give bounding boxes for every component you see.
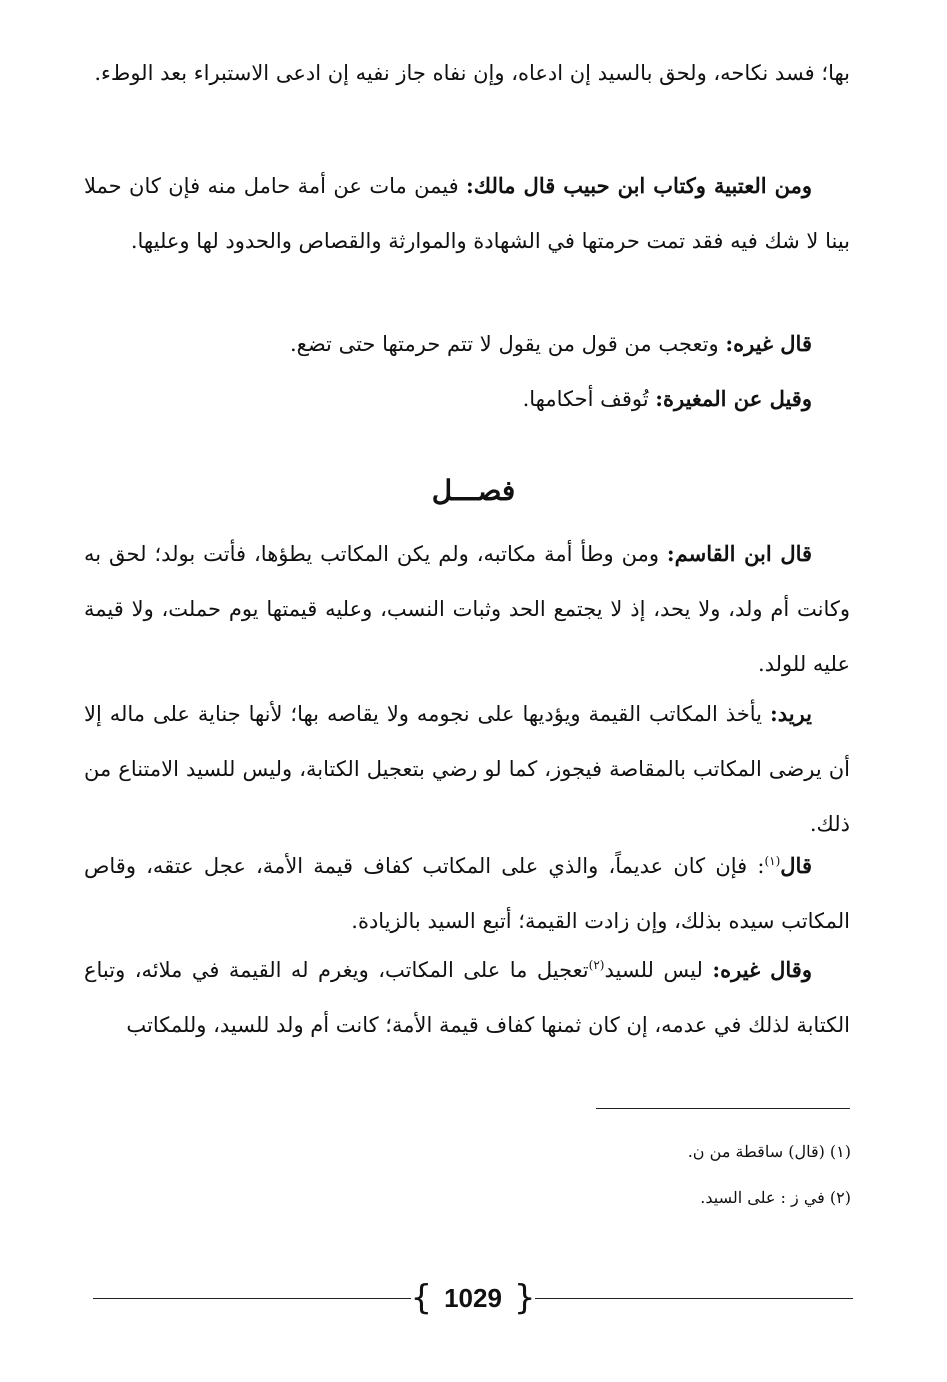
section-paragraph-2-text: يأخذ المكاتب القيمة ويؤديها على نجومه ولا يقاصه بها؛ لأنها جناية على ماله إلا أن يرضى المكاتب بالمقاصة فيجوز، كما لو رضي بتعجيل الكتابة، وليس للسيد الامتناع من ذلك. [84,702,850,836]
paragraph-4-text: تُوقف أحكامها. [522,387,656,411]
section-paragraph-1-lead: قال ابن القاسم: [666,541,813,566]
footer-rule-right [535,1298,853,1299]
paragraph-1-text: بها؛ فسد نكاحه، ولحق بالسيد إن ادعاه، وإن نفاه جاز نفيه إن ادعى الاستبراء بعد الوطء. [94,61,850,85]
paragraph-1 [84,46,850,101]
paragraph-2 [84,158,850,269]
page-number: 1029 [444,1282,502,1313]
right-brace: } [513,1278,536,1318]
paragraph-4 [84,371,850,427]
paragraph-2-lead: ومن العتبية وكتاب ابن حبيب قال مالك: [466,173,812,198]
section-heading [0,474,947,507]
footer-rule-left [93,1298,411,1299]
footnote-ref-2: (٢) [588,958,605,972]
paragraph-3 [84,316,850,372]
section-title: فصـــل [431,474,516,507]
footnote-2: (٢) في ز : على السيد. [700,1188,851,1207]
section-paragraph-4-text: ليس للسيد [604,958,713,982]
section-paragraph-3-lead: قال [780,853,812,878]
section-paragraph-2-lead: يريد: [769,701,812,726]
footnote-separator [596,1108,850,1109]
section-paragraph-4-lead: وقال غيره: [712,957,812,982]
section-paragraph-3-text: : فإن كان عديماً، والذي على المكاتب كفاف قيمة الأمة، عجل عتقه، وقاص المكاتب سيده بذلك، وإن زادت القيمة؛ أتبع السيد بالزيادة. [84,854,850,933]
paragraph-4-lead: وقيل عن المغيرة: [655,386,812,411]
paragraph-2-text: فيمن مات عن أمة حامل منه فإن كان حملا بينا لا شك فيه فقد تمت حرمتها في الشهادة والموارثة والقصاص والحدود لها وعليها. [84,174,850,253]
footnote-1: (١) (قال) ساقطة من ن. [687,1142,851,1161]
page-number-box [409,1278,537,1318]
section-paragraph-3 [84,838,850,949]
section-paragraph-4 [84,942,850,1053]
paragraph-3-text: وتعجب من قول من يقول لا تتم حرمتها حتى تضع. [289,332,726,356]
section-paragraph-1 [84,526,850,692]
paragraph-3-lead: قال غيره: [725,331,812,356]
section-paragraph-2 [84,686,850,852]
left-brace: { [410,1278,433,1318]
footnote-ref-1: (١) [764,854,781,868]
section-paragraph-1-text: ومن وطأ أمة مكاتبه، ولم يكن المكاتب يطؤها، فأتت بولد؛ لحق به وكانت أم ولد، ولا يحد، إذ لا يجتمع الحد وثبات النسب، وعليه قيمتها يوم حملت، ولا قيمة عليه للولد. [84,542,850,676]
section-paragraph-4-text-continued: تعجيل ما على المكاتب، ويغرم له القيمة في ملائه، وتباع الكتابة لذلك في عدمه، إن كان ثمنها كفاف قيمة الأمة؛ كانت أم ولد للسيد، وللمكاتب [84,958,850,1037]
